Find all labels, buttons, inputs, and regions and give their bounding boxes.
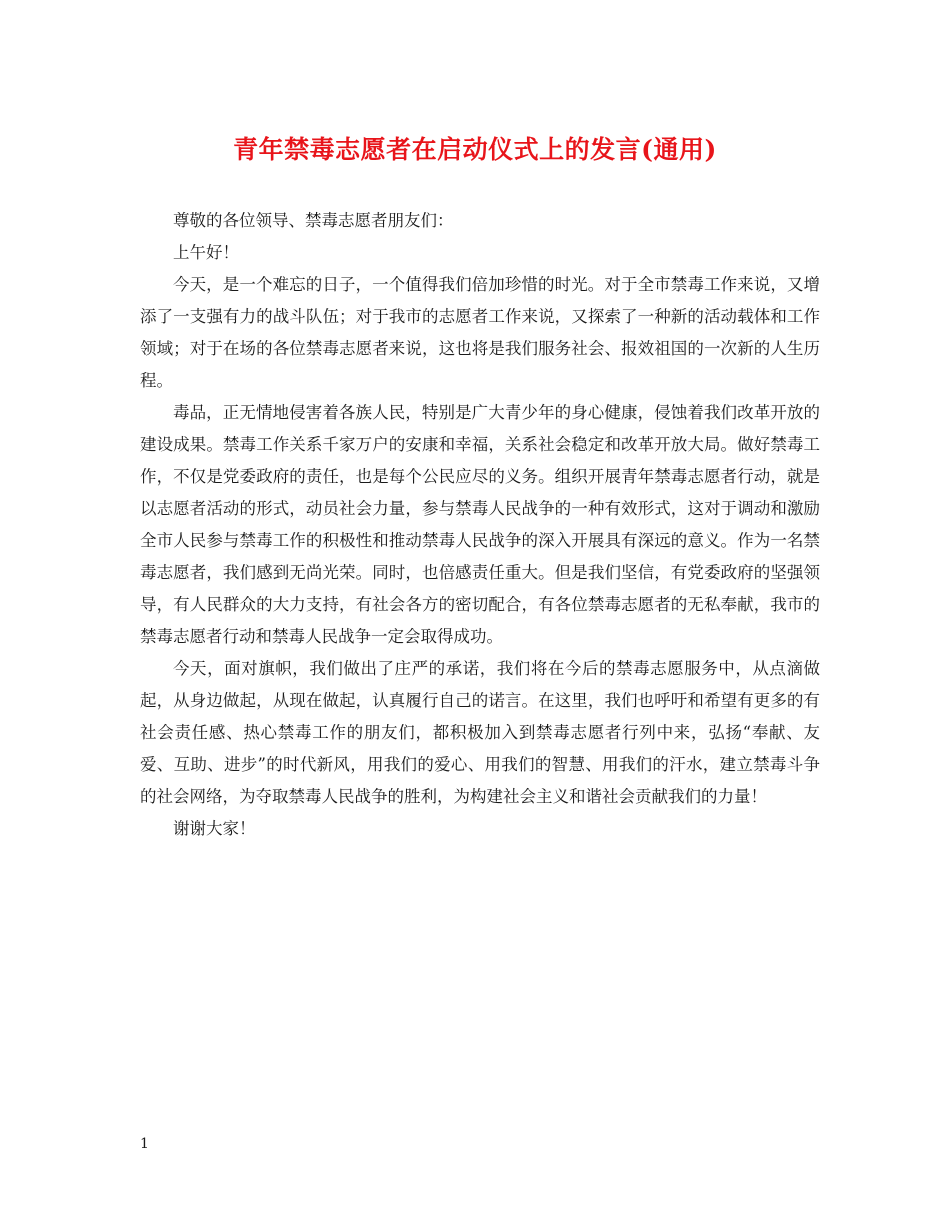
- page-number: 1: [140, 1136, 149, 1152]
- greeting-paragraph: 上午好！: [173, 243, 239, 262]
- document-body: [140, 205, 820, 845]
- salutation-paragraph: 尊敬的各位领导、禁毒志愿者朋友们：: [173, 211, 454, 230]
- document-title: 青年禁毒志愿者在启动仪式上的发言(通用): [233, 135, 717, 164]
- body-paragraph: 今天，是一个难忘的日子，一个值得我们倍加珍惜的时光。对于全市禁毒工作来说，又增添了一支强有力的战斗队伍；对于我市的志愿者工作来说，又探索了一种新的活动载体和工作领域；对于在场的各位禁毒志愿者来说，这也将是我们服务社会、报效祖国的一次新的人生历程。: [140, 275, 820, 390]
- body-paragraph: 今天，面对旗帜，我们做出了庄严的承诺，我们将在今后的禁毒志愿服务中，从点滴做起，从身边做起，从现在做起，认真履行自己的诺言。在这里，我们也呼吁和希望有更多的有社会责任感、热心禁毒工作的朋友们，都积极加入到禁毒志愿者行列中来，弘扬“奉献、友爱、互助、进步”的时代新风，用我们的爱心、用我们的智慧、用我们的汗水，建立禁毒斗争的社会网络，为夺取禁毒人民战争的胜利，为构建社会主义和谐社会贡献我们的力量！: [140, 659, 820, 806]
- closing-paragraph: 谢谢大家！: [173, 819, 256, 838]
- body-paragraph: 毒品，正无情地侵害着各族人民，特别是广大青少年的身心健康，侵蚀着我们改革开放的建设成果。禁毒工作关系千家万户的安康和幸福，关系社会稳定和改革开放大局。做好禁毒工作，不仅是党委政府的责任，也是每个公民应尽的义务。组织开展青年禁毒志愿者行动，就是以志愿者活动的形式，动员社会力量，参与禁毒人民战争的一种有效形式，这对于调动和激励全市人民参与禁毒工作的积极性和推动禁毒人民战争的深入开展具有深远的意义。作为一名禁毒志愿者，我们感到无尚光荣。同时，也倍感责任重大。但是我们坚信，有党委政府的坚强领导，有人民群众的大力支持，有社会各方的密切配合，有各位禁毒志愿者的无私奉献，我市的禁毒志愿者行动和禁毒人民战争一定会取得成功。: [140, 403, 820, 646]
